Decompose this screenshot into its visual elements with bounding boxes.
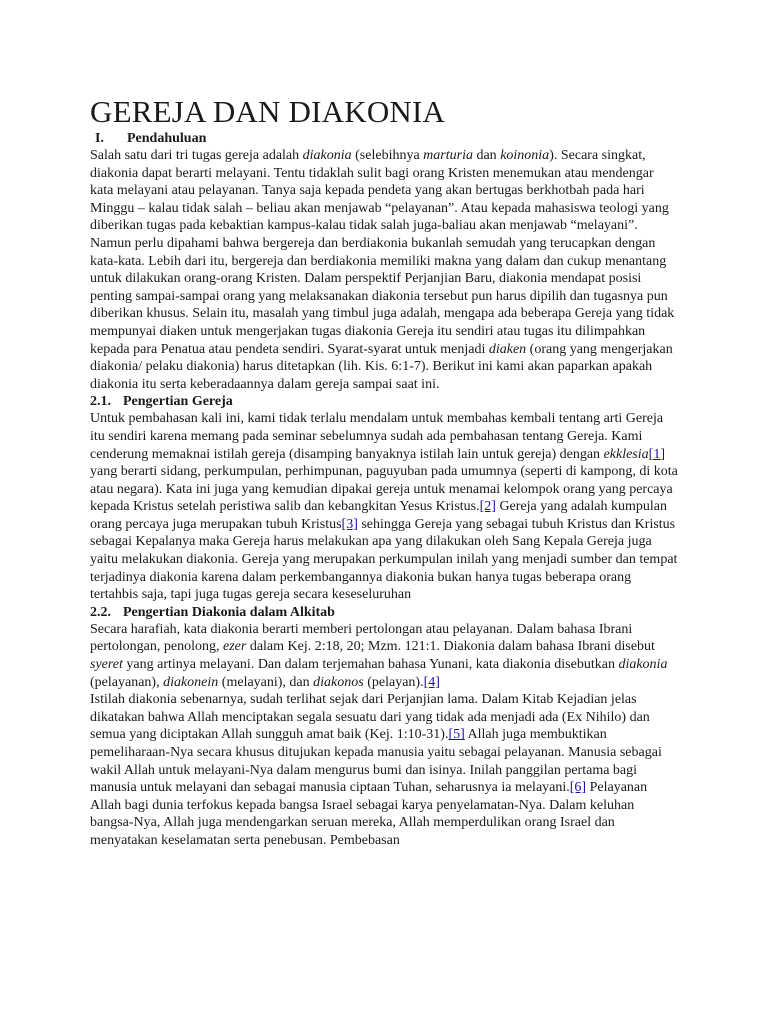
text-run: dalam Kej. 2:18, 20; Mzm. 121:1. Diakonia dalam bahasa Ibrani disebut [246,639,655,655]
text-run: sehingga Gereja yang sebagai tubuh Kristus dan Kristus sebagai Kepalanya maka Gereja harus melakukan apa yang dilakukan oleh Sang Kepala Gereja juga yaitu melakukan diakonia. Gereja yang merupakan perkumpulan inilah yang menjadi sumber dan tempat terjadinya diakonia karena dalam perkembangannya diakonia bukan hanya tugas beberapa orang tertahbis saja, tapi juga tugas gereja secara keseseluruhan [90,516,678,603]
italic-term: syeret [90,657,123,673]
section-number: I. [95,131,104,146]
text-run: (melayani), dan [218,674,314,690]
text-run: (selebihnya [351,148,424,163]
text-run: (orang yang mengerjakan diakonia/ pelaku diakonia) harus ditetapkan (lih. Kis. 6:1-7). Berikut ini kami akan paparkan apakah diakonia itu serta keberadaannya dalam gereja sampai saat ini. [90,341,673,392]
text-run: ). Secara singkat, diakonia dapat berarti melayani. Tentu tidaklah sulit bagi orang Kristen menemukan atau mendengar kata melayani atau pelayanan. Tanya saja kepada pendeta yang akan bertugas berkhotbah pada hari Minggu – kalau tidak salah – beliau akan menjawab “pelayanan”. Atau kepada mahasiswa teologi yang diberikan tugas pada kebaktian kampus-kalau tidak salah juga-baliau akan menjawab “melayani”. [90,148,669,234]
text-run: (pelayanan), [90,674,164,690]
footnote-link-6[interactable]: [6] [569,780,587,796]
text-run: Salah satu dari tri tugas gereja adalah [90,148,303,163]
text-run: Secara harafiah, kata diakonia berarti memberi pertolongan atau pelayanan. Dalam bahasa Ibrani pertolongan, penolong, [90,621,633,655]
italic-term: ezer [222,639,247,655]
section-heading-pengertian-gereja [90,393,680,410]
text-run: dan [472,148,501,163]
section-heading-pendahuluan [90,130,680,147]
section-title: Pengertian Diakonia dalam Alkitab [123,604,335,620]
footnote-link-2[interactable]: [2] [479,499,496,515]
paragraph-intro-1 [90,147,680,235]
italic-term: diakonia [302,148,352,163]
italic-term: diakonos [313,674,364,690]
italic-term: diakonia [618,657,668,673]
footnote-link-1[interactable]: [1] [648,446,665,462]
footnote-link-4[interactable]: [4] [423,674,440,690]
italic-term: ekklesia [603,446,649,462]
section-number: 2.2. [90,604,111,620]
italic-term: diakonein [163,674,219,690]
footnote-link-3[interactable]: [3] [341,516,358,532]
section-title: Pengertian Gereja [123,394,233,410]
italic-term: koinonia [500,148,550,163]
text-run: Gereja yang adalah kumpulan orang percaya juga merupakan tubuh Kristus [90,499,667,532]
section-title: Pendahuluan [127,131,207,146]
text-run: Pelayanan Allah bagi dunia terfokus kepada bangsa Israel sebagai karya penyelamatan-Nya. Dalam keluhan bangsa-Nya, Allah juga mendengarkan seruan mereka, Allah memperdulikan orang Israel dan menyatakan keselamatan serta penebusan. Pembebasan [90,780,648,848]
text-run: yang berarti sidang, perkumpulan, perhimpunan, paguyuban pada umumnya (seperti di kampong, di kota atau negara). Kata ini juga yang kemudian dipakai gereja untuk menamai kelompok orang yang percaya kepada Kristus setelah peristiwa salib dan kebangkitan Yesus Kristus. [90,464,678,515]
section-number: 2.1. [90,394,111,410]
text-run: Namun perlu dipahami bahwa bergereja dan berdiakonia bukanlah semudah yang terucapkan dengan kata-kata. Lebih dari itu, bergereja dan berdiakonia memiliki makna yang dalam dan cukup menantang untuk dilakukan orang-orang Kristen. Dalam perspektif Perjanjian Baru, diakonia mendapat posisi penting sampai-sampai orang yang melaksanakan diakonia tersebut pun harus dipilih dan tugasnya pun diberikan khusus. Selain itu, masalah yang timbul juga adalah, mengapa ada beberapa Gereja yang tidak mempunyai diaken untuk mengerjakan tugas diakonia Gereja itu sendiri atau tugas itu dilimpahkan kepada para Penatua atau pendeta sendiri. Syarat-syarat untuk menjadi [90,235,675,357]
text-run: Untuk pembahasan kali ini, kami tidak terlalu mendalam untuk membahas kembali tentang arti Gereja itu sendiri karena memang pada seminar sebelumnya sudah ada pembahasan tentang Gereja. Kami cenderung memaknai istilah gereja (disamping banyaknya istilah lain untuk gereja) dengan [90,411,664,462]
paragraph-diakonia-1 [90,621,680,691]
text-run: Allah juga membuktikan pemeliharaan-Nya secara khusus ditujukan kepada manusia yaitu sebagai pelayanan. Manusia sebagai wakil Allah untuk melayani-Nya dalam mengurus bumi dan isinya. Inilah panggilan pertama bagi manusia untuk melayani dan sebagai manusia ciptaan Tuhan, seharusnya ia melayani. [90,727,662,796]
italic-term: diaken [488,341,527,357]
paragraph-intro-2 [90,235,680,393]
paragraph-diakonia-2 [90,691,680,849]
section-heading-diakonia-alkitab [90,604,680,621]
text-run: Istilah diakonia sebenarnya, sudah terlihat sejak dari Perjanjian lama. Dalam Kitab Kejadian jelas dikatakan bahwa Allah menciptakan segala sesuatu dari yang tidak ada menjadi ada (Ex Nihilo) dan semua yang diciptakan Allah sungguh amat baik (Kej. 1:10-31). [90,692,650,743]
footnote-link-5[interactable]: [5] [448,727,465,743]
document-page [90,96,680,850]
text-run: (pelayan). [363,674,424,690]
italic-term: marturia [423,148,473,163]
text-run: yang artinya melayani. Dan dalam terjemahan bahasa Yunani, kata diakonia disebutkan [122,657,619,673]
document-title: GEREJA DAN DIAKONIA [90,94,446,129]
paragraph-gereja [90,410,680,604]
